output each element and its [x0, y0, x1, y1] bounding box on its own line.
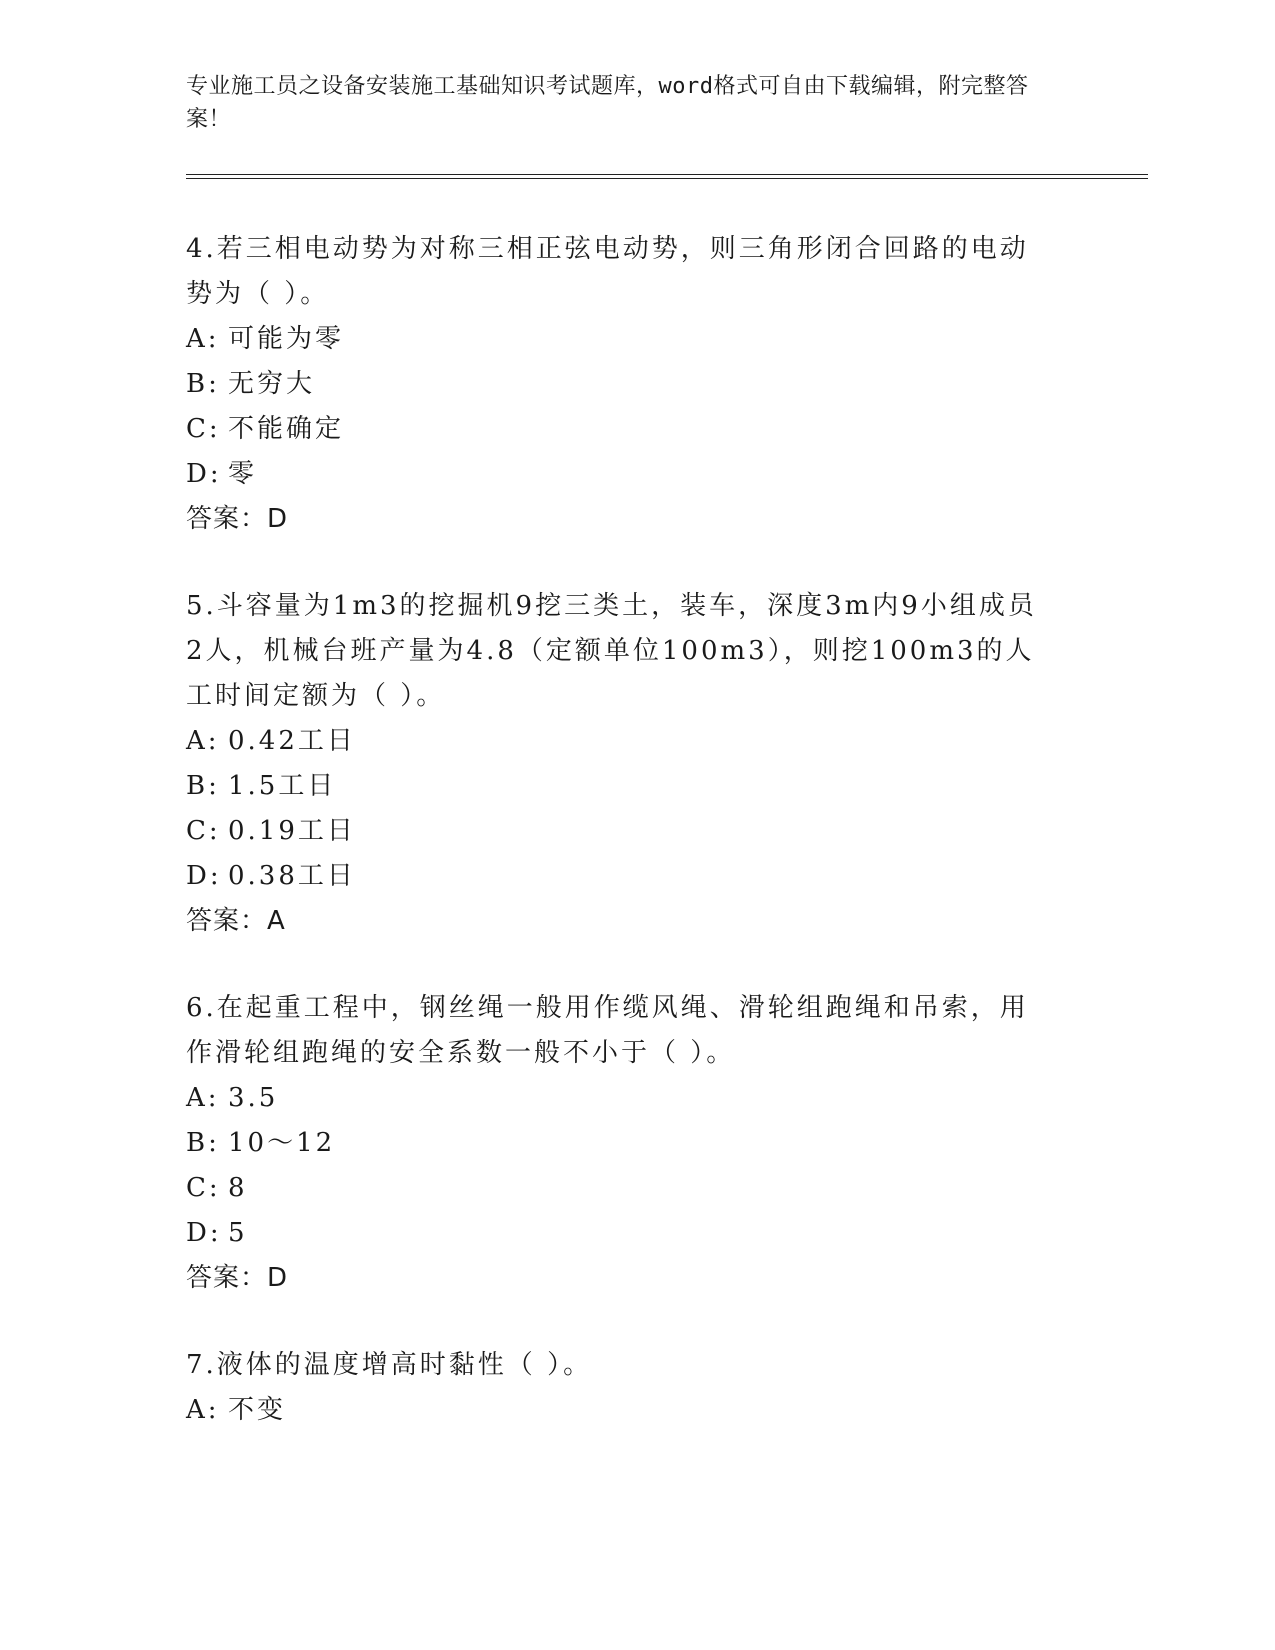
option-letter: D: [186, 1218, 222, 1248]
document-header: 专业施工员之设备安装施工基础知识考试题库，word格式可自由下载编辑，附完整答案！ [186, 74, 1029, 132]
option-text: 可能为零 [228, 324, 345, 354]
option-text: 0.19工日 [228, 816, 356, 846]
question-5 [186, 584, 1146, 944]
answer-line [186, 497, 1146, 542]
question-6 [186, 986, 1146, 1301]
option-letter: C: [186, 414, 221, 444]
option-text: 3.5 [228, 1083, 279, 1113]
option-d [186, 1211, 1146, 1256]
option-b [186, 362, 1146, 407]
option-text: 零 [228, 459, 258, 489]
question-text: 4.若三相电动势为对称三相正弦电动势，则三角形闭合回路的电动势为（ ）。 [186, 234, 1029, 309]
question-7 [186, 1343, 1146, 1433]
option-letter: A: [186, 1083, 220, 1113]
option-c [186, 809, 1146, 854]
answer-label: 答案： [186, 1263, 268, 1293]
option-letter: A: [186, 726, 220, 756]
answer-line [186, 1256, 1146, 1301]
option-letter: D: [186, 861, 222, 891]
option-text: 0.42工日 [228, 726, 356, 756]
option-d [186, 452, 1146, 497]
document-page [186, 70, 1146, 1433]
question-text: 5.斗容量为1m3的挖掘机9挖三类土，装车，深度3m内9小组成员2人，机械台班产量为4.8（定额单位100m3），则挖100m3的人工时间定额为（ ）。 [186, 591, 1037, 711]
option-letter: B: [186, 771, 220, 801]
answer-label: 答案： [186, 906, 268, 936]
option-d [186, 854, 1146, 899]
option-c [186, 407, 1146, 452]
option-a [186, 317, 1146, 362]
option-text: 10～12 [228, 1128, 336, 1158]
option-c [186, 1166, 1146, 1211]
option-letter: B: [186, 369, 220, 399]
answer-line [186, 899, 1146, 944]
option-a [186, 1076, 1146, 1121]
option-text: 不能确定 [228, 414, 345, 444]
option-text: 1.5工日 [228, 771, 337, 801]
answer-label: 答案： [186, 504, 268, 534]
option-text: 0.38工日 [228, 861, 356, 891]
option-text: 无穷大 [228, 369, 316, 399]
question-text: 7.液体的温度增高时黏性（ ）。 [186, 1350, 593, 1380]
option-letter: D: [186, 459, 222, 489]
option-text: 不变 [228, 1395, 287, 1425]
option-b [186, 764, 1146, 809]
option-letter: C: [186, 1173, 221, 1203]
question-4 [186, 227, 1146, 542]
option-a [186, 719, 1146, 764]
answer-value: D [267, 1263, 289, 1293]
question-text: 6.在起重工程中，钢丝绳一般用作缆风绳、滑轮组跑绳和吊索，用作滑轮组跑绳的安全系数一般不小于（ ）。 [186, 993, 1029, 1068]
option-letter: B: [186, 1128, 220, 1158]
answer-value: A [267, 906, 286, 936]
option-letter: A: [186, 1395, 220, 1425]
option-letter: C: [186, 816, 221, 846]
option-text: 8 [228, 1173, 248, 1203]
option-letter: A: [186, 324, 220, 354]
header-double-rule [186, 174, 1148, 179]
option-text: 5 [228, 1218, 248, 1248]
answer-value: D [267, 504, 289, 534]
option-a [186, 1388, 1146, 1433]
option-b [186, 1121, 1146, 1166]
